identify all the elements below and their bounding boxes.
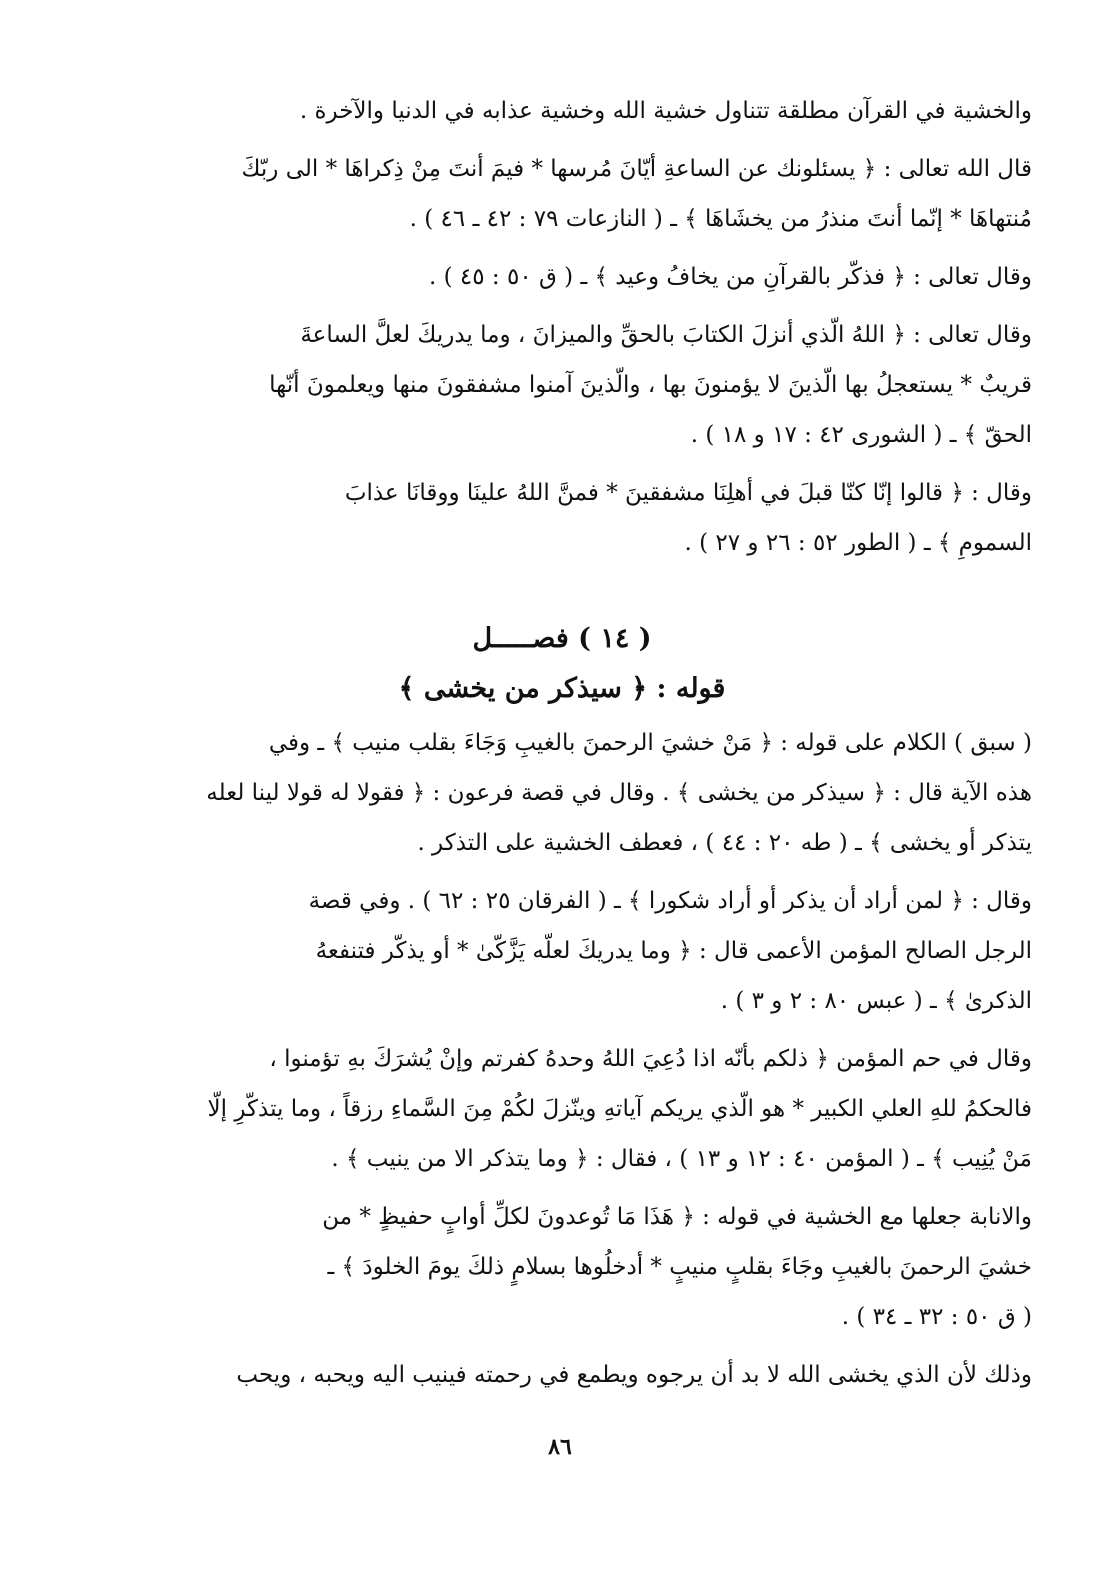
text-line: الذكرىٰ ﴾ ـ ( عبس ٨٠ : ٢ و ٣ ) . (720, 988, 1032, 1014)
text-line: هذه الآية قال : ﴿ سيذكر من يخشى ﴾ . وقال في قصة فرعون : ﴿ فقولا له قولا لينا لعله (206, 780, 1032, 806)
text-line: مُنتهاهَا * إنّما أنتَ منذرُ من يخشَاهَا ﴾ ـ ( النازعات ٧٩ : ٤٢ ـ ٤٦ ) . (409, 206, 1032, 232)
text-line: الرجل الصالح المؤمن الأعمى قال : ﴿ وما يدريكَ لعلّه يَزَّكّىٰ * أو يذكّر فتنفعهُ (315, 938, 1032, 964)
text-line: ( ق ٥٠ : ٣٢ ـ ٣٤ ) . (841, 1304, 1032, 1330)
text-line: الحقّ ﴾ ـ ( الشورى ٤٢ : ١٧ و ١٨ ) . (690, 422, 1032, 448)
text-line: يتذكر أو يخشى ﴾ ـ ( طه ٢٠ : ٤٤ ) ، فعطف الخشية على التذكر . (417, 830, 1032, 856)
bottom-paragraphs (92, 718, 1032, 1400)
paragraph (92, 1192, 1032, 1342)
section-spacer (92, 576, 1032, 614)
top-paragraphs (92, 86, 1032, 568)
text-line: والخشية في القرآن مطلقة تتناول خشية الله وخشية عذابه في الدنيا والآخرة . (299, 98, 1032, 124)
paragraph (92, 876, 1032, 1026)
text-line: مَنْ يُنِيب ﴾ ـ ( المؤمن ٤٠ : ١٢ و ١٣ ) ، فقال : ﴿ وما يتذكر الا من ينيب ﴾ . (331, 1146, 1032, 1172)
paragraph (92, 86, 1032, 136)
text-line: فالحكمُ للهِ العلي الكبير * هو الّذي يريكم آياتهِ وينّزلَ لكُمْ مِنَ السَّماءِ رزقاً ، وما يتذكّرِ إلّا (207, 1096, 1032, 1122)
page-number: ٨٦ (548, 1434, 572, 1460)
text-line: قريبٌ * يستعجلُ بها الّذينَ لا يؤمنونَ بها ، والّذينَ آمنوا مشفقونَ منها ويعلمونَ أنّها (269, 372, 1032, 398)
paragraph (92, 252, 1032, 302)
section-heading: ( ١٤ ) فصـــــل (472, 623, 652, 654)
text-line: وقال : ﴿ قالوا إنّا كنّا قبلَ في أهلِنَا مشفقينَ * فمنَّ اللهُ علينَا ووقانَا عذابَ (344, 480, 1032, 506)
paragraph (92, 1350, 1032, 1400)
text-line: وقال تعالى : ﴿ اللهُ الّذي أنزلَ الكتابَ بالحقِّ والميزانَ ، وما يدريكَ لعلَّ الساعةَ (300, 322, 1032, 348)
text-line: والانابة جعلها مع الخشية في قوله : ﴿ هَذَا مَا تُوعدونَ لكلِّ أوابٍ حفيظٍ * من (322, 1204, 1032, 1230)
text-line: خشيَ الرحمنَ بالغيبِ وجَاءَ بقلبٍ منيبٍ * أدخلُوها بسلامٍ ذلكَ يومَ الخلودَ ﴾ ـ (327, 1254, 1032, 1280)
paragraph (92, 144, 1032, 244)
text-line: ( سبق ) الكلام على قوله : ﴿ مَنْ خشيَ الرحمنَ بالغيبِ وَجَاءَ بقلب منيب ﴾ ـ وفي (268, 730, 1032, 756)
text-line: وقال : ﴿ لمن أراد أن يذكر أو أراد شكورا ﴾ ـ ( الفرقان ٢٥ : ٦٢ ) . وفي قصة (308, 888, 1032, 914)
text-line: السمومِ ﴾ ـ ( الطور ٥٢ : ٢٦ و ٢٧ ) . (684, 530, 1032, 556)
text-line: وذلك لأن الذي يخشى الله لا بد أن يرجوه ويطمع في رحمته فينيب اليه ويحبه ، ويحب (236, 1362, 1032, 1388)
paragraph (92, 1034, 1032, 1184)
paragraph (92, 310, 1032, 460)
section-subheading: قوله : ﴿ سيذكر من يخشى ﴾ (398, 673, 726, 704)
paragraph (92, 468, 1032, 568)
text-line: قال الله تعالى : ﴿ يسئلونك عن الساعةِ أيّانَ مُرسها * فيمَ أنتَ مِنْ ذِكراهَا * الى ربّكَ (241, 156, 1032, 182)
text-line: وقال تعالى : ﴿ فذكّر بالقرآنِ من يخافُ وعيد ﴾ ـ ( ق ٥٠ : ٤٥ ) . (428, 264, 1032, 290)
paragraph (92, 718, 1032, 868)
text-line: وقال في حم المؤمن ﴿ ذلكم بأنّه اذا دُعِيَ اللهُ وحدهُ كفرتم وإنْ يُشرَكَ بهِ تؤمنوا ، (269, 1046, 1032, 1072)
